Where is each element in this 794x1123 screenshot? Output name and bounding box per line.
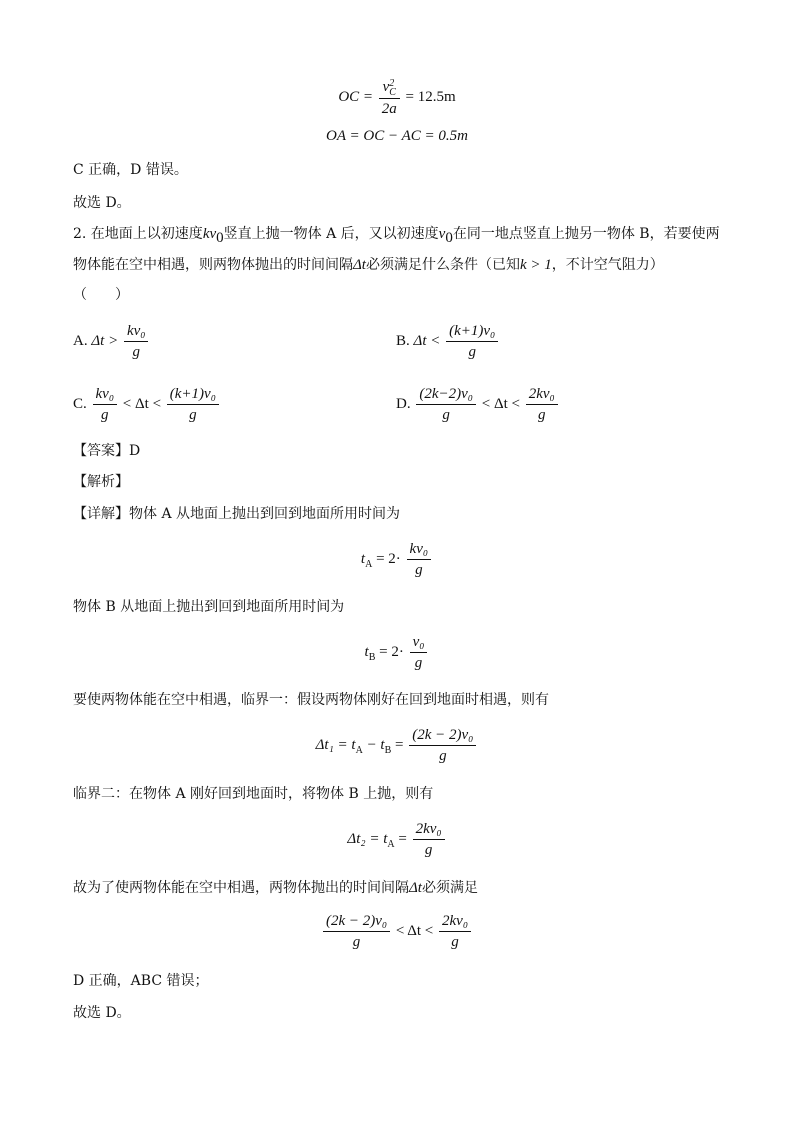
fraction	[379, 78, 400, 118]
stem-text: 必须满足什么条件（已知	[365, 257, 520, 273]
fraction-denominator: g	[538, 407, 546, 423]
fraction	[323, 912, 390, 951]
detail-text: 故为了使两物体能在空中相遇，两物体抛出的时间间隔	[73, 880, 409, 896]
detail-line-5	[73, 878, 478, 898]
fraction	[167, 385, 219, 424]
fraction-numerator: (k+1)v₀	[167, 385, 219, 405]
question-stem-line-2	[73, 255, 664, 275]
fraction	[439, 912, 471, 951]
fraction-numerator: 2kv₀	[413, 820, 445, 840]
fraction-denominator: g	[189, 407, 197, 423]
stem-math: kv	[202, 226, 217, 242]
fraction-denominator: g	[132, 344, 140, 360]
eq-equals: =	[391, 736, 404, 753]
equation-dt2	[0, 820, 794, 859]
equation-dt1	[0, 726, 794, 765]
fraction-numerator: kv₀	[124, 322, 149, 342]
analysis-tag: 【解析】	[73, 474, 129, 490]
equation-ta	[0, 540, 794, 579]
answer-tag: 【答案】	[73, 443, 129, 459]
detail-line-3: 要使两物体能在空中相遇，临界一：假设两物体刚好在回到地面时相遇，则有	[73, 692, 549, 708]
option-d-mid: < Δt <	[481, 395, 520, 412]
eq-dt2: Δt₂ = t	[347, 830, 388, 847]
option-label: D.	[396, 395, 411, 412]
fraction-numerator: (k+1)v₀	[446, 322, 498, 342]
stem-text: 在同一地点竖直上抛另一物体 B，若要使两	[452, 226, 720, 242]
stem-text: 物体能在空中相遇，则两物体抛出的时间间隔	[73, 257, 353, 273]
fraction	[416, 385, 476, 424]
num-sup: 2	[389, 77, 395, 89]
detail-text: 必须满足	[421, 880, 478, 896]
detail-line-4: 临界二：在物体 A 刚好回到地面时，将物体 B 上抛，则有	[73, 786, 434, 802]
detail-tag: 【详解】	[73, 506, 129, 522]
stem-text: 2. 在地面上以初速度	[73, 226, 203, 242]
answer-value: D	[129, 443, 141, 459]
eq-dt1: Δt₁ = t	[315, 736, 356, 753]
option-label: B.	[396, 332, 410, 349]
fraction	[407, 540, 432, 579]
fraction	[413, 820, 445, 859]
fraction-denominator: g	[352, 934, 361, 950]
option-d[interactable]	[396, 385, 560, 424]
num-sub: C	[389, 86, 396, 98]
eq-sub: B	[384, 744, 392, 756]
stem-text: ，不计空气阻力）	[551, 257, 664, 273]
eq-mid: < Δt <	[395, 922, 434, 939]
stem-math: Δt	[353, 257, 366, 273]
option-c[interactable]	[73, 385, 221, 424]
option-c-mid: < Δt <	[122, 395, 162, 412]
fraction-numerator: 2kv₀	[526, 385, 558, 405]
detail-text: 物体 A 从地面上抛出到回到地面所用时间为	[129, 506, 401, 522]
stem-math: v	[438, 226, 446, 242]
eq-mid: − t	[362, 736, 385, 753]
option-a[interactable]	[73, 322, 150, 361]
equation-tb	[0, 633, 794, 672]
eq-sub: A	[355, 744, 363, 756]
stem-sub: 0	[445, 229, 453, 246]
equation-range	[0, 912, 794, 951]
option-b-left: Δt <	[413, 332, 441, 349]
fraction-numerator: 2kv₀	[439, 912, 471, 932]
detail-math: Δt	[409, 880, 422, 896]
fraction-numerator: (2k − 2)v₀	[409, 726, 476, 746]
fraction-denominator: 2a	[381, 100, 397, 117]
fraction-numerator: kv₀	[93, 385, 118, 405]
detail-line-2: 物体 B 从地面上抛出到回到地面所用时间为	[73, 599, 345, 615]
text-line: 故选 D。	[73, 195, 131, 211]
stem-text: 竖直上抛一物体 A 后，又以初速度	[223, 226, 439, 242]
option-label: C.	[73, 395, 87, 412]
detail-line-1	[73, 504, 400, 524]
option-a-left: Δt >	[91, 332, 119, 349]
eq-equals: =	[394, 830, 407, 847]
fraction-numerator: kv₀	[407, 540, 432, 560]
stem-sub: 0	[216, 229, 224, 246]
fraction	[446, 322, 498, 361]
fraction-denominator: g	[439, 748, 447, 764]
eq-mid: = 2·	[379, 643, 404, 660]
eq-sub: B	[368, 651, 376, 663]
stem-math: k > 1	[519, 257, 552, 273]
fraction-denominator: g	[451, 934, 459, 950]
fraction	[409, 726, 476, 765]
fraction-numerator: (2k−2)v₀	[416, 385, 476, 405]
fraction-numerator: (2k − 2)v₀	[323, 912, 390, 932]
question-stem-line-1	[73, 224, 720, 248]
fraction-denominator: g	[414, 655, 423, 671]
equation-oc	[0, 78, 794, 118]
eq-mid: = 2·	[376, 550, 401, 567]
option-b[interactable]	[396, 322, 500, 361]
eq-t: t	[360, 550, 366, 567]
fraction-denominator: g	[468, 344, 476, 360]
final-line: 故选 D。	[73, 1005, 131, 1021]
option-label: A.	[73, 332, 88, 349]
fraction-denominator: g	[101, 407, 109, 423]
fraction	[526, 385, 558, 424]
fraction-denominator: g	[424, 842, 433, 858]
equation-oa: OA = OC − AC = 0.5m	[326, 128, 468, 144]
fraction-numerator: v₀	[410, 633, 428, 653]
answer-line	[73, 441, 140, 461]
question-blank: （ ）	[73, 287, 129, 303]
eq-oc-left: OC =	[338, 89, 374, 106]
fraction	[410, 633, 428, 672]
text-line: C 正确，D 错误。	[73, 162, 188, 178]
eq-t: t	[364, 643, 369, 660]
fraction-denominator: g	[442, 407, 450, 423]
fraction	[93, 385, 118, 424]
num-v: v	[382, 79, 390, 95]
fraction-denominator: g	[415, 562, 423, 578]
eq-sub: A	[365, 558, 373, 570]
conclusion-line: D 正确，ABC 错误；	[73, 973, 209, 989]
eq-sub: A	[387, 838, 395, 850]
eq-oc-right: = 12.5m	[405, 89, 456, 106]
fraction-numerator	[379, 78, 400, 99]
fraction	[124, 322, 149, 361]
